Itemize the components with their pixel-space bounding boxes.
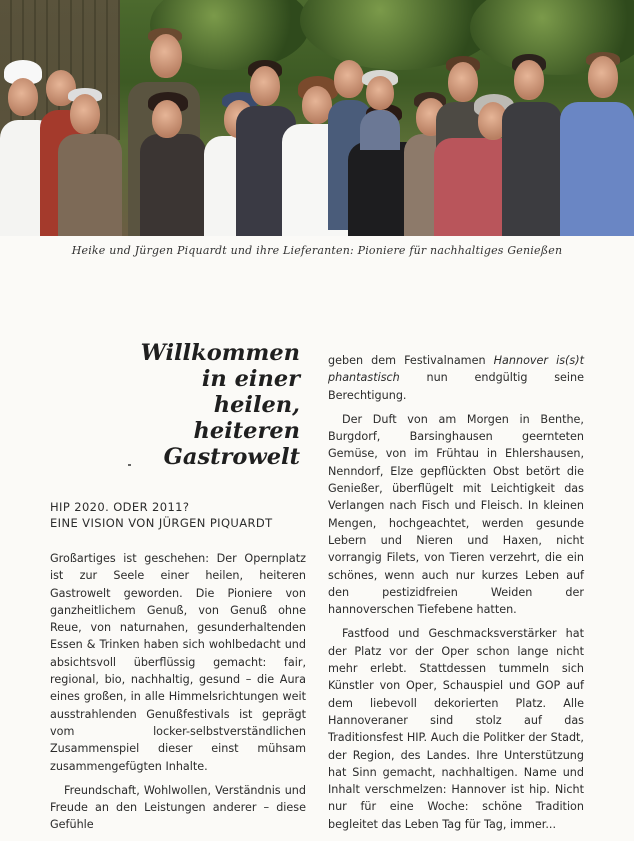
paragraph: Fastfood und Geschmacksverstärker hat der Platz vor der Oper schon lange nicht mehr erlebt. Stattdessen tummeln sich Künstler von Oper, Schauspiel und GOP auf dem liebevoll dekorierten Platz. Alle Hannoveraner sind stolz auf das Traditionsfest HIP. Auch die Politker der Stadt, der Region, des Landes. Ihre Unterstützung hat Sinn gemacht, nachhaltigen. Name und Inhalt verschmelzen: Hannover ist hip. Nicht nur für eine Woche: schöne Tradition begleitet das Leben Tag für Tag, immer...	[328, 627, 584, 831]
headline-line: Willkommen	[140, 340, 300, 366]
paragraph	[328, 352, 584, 404]
paragraph: Großartiges ist geschehen: Der Opernplatz ist zur Seele einer heilen, heiteren Gastrowelt geworden. Die Pioniere von ganzheitlichem Genuß, von Genuß ohne Reue, von naturnahen, gesunderhaltenden Essen & Trinken haben sich wohlbedacht und absichtsvoll überflüssig gemacht: fair, regional, bio, nachhaltig, gesund – die Aura eines großen, in alle Himmelsrichtungen weit ausstrahlenden Genußfestivals ist geprägt vom locker-selbstverständlichen Zusammenspiel dieser einst mühsam zusammengefügten Inhalte.	[50, 552, 306, 773]
paragraph: Der Duft von am Morgen in Benthe, Burgdorf, Barsinghausen geernteten Gemüse, von im Frühtau in Ehlershausen, Nenndorf, Elze gepflückten Obst betört die Genießer, überflügelt mit Leichtigkeit das Verlangen nach Fisch und Fleisch. In kleinen Mengen, hochgeachtet, werden gesunde Lebern und Nieren und Haxen, nicht vorrangig Filets, von Tieren verzehrt, die ein schönes, wenn auch nur kurzes Leben auf den pestizidfreien Weiden der hannoverschen Tiefebene hatten.	[328, 412, 584, 617]
text-column-left	[50, 550, 306, 841]
headline-line: in einer heilen,	[201, 366, 300, 418]
paragraph-text: geben dem Festivalnamen	[328, 354, 494, 367]
group-photo	[0, 0, 634, 236]
text-column-right	[328, 352, 584, 840]
festival-name: Hannover is(s)t phantastisch	[328, 354, 584, 385]
divider-mark	[128, 464, 131, 466]
kicker-line: HIP 2020. ODER 2011?	[50, 500, 190, 514]
headline-line: Gastrowelt	[163, 444, 300, 470]
photo-caption: Heike und Jürgen Piquardt und ihre Lieferanten: Pioniere für nachhaltiges Genießen	[71, 244, 563, 257]
paragraph-text: nun endgültig seine Berechtigung.	[328, 371, 584, 402]
kicker-line: EINE VISION VON JÜRGEN PIQUARDT	[50, 516, 273, 530]
headline-line: heiteren	[193, 418, 300, 444]
paragraph: Freundschaft, Wohlwollen, Verständnis und Freude an den Leistungen anderer – diese Gefühle	[50, 783, 306, 832]
article-kicker	[50, 499, 310, 531]
article-headline	[120, 340, 300, 470]
